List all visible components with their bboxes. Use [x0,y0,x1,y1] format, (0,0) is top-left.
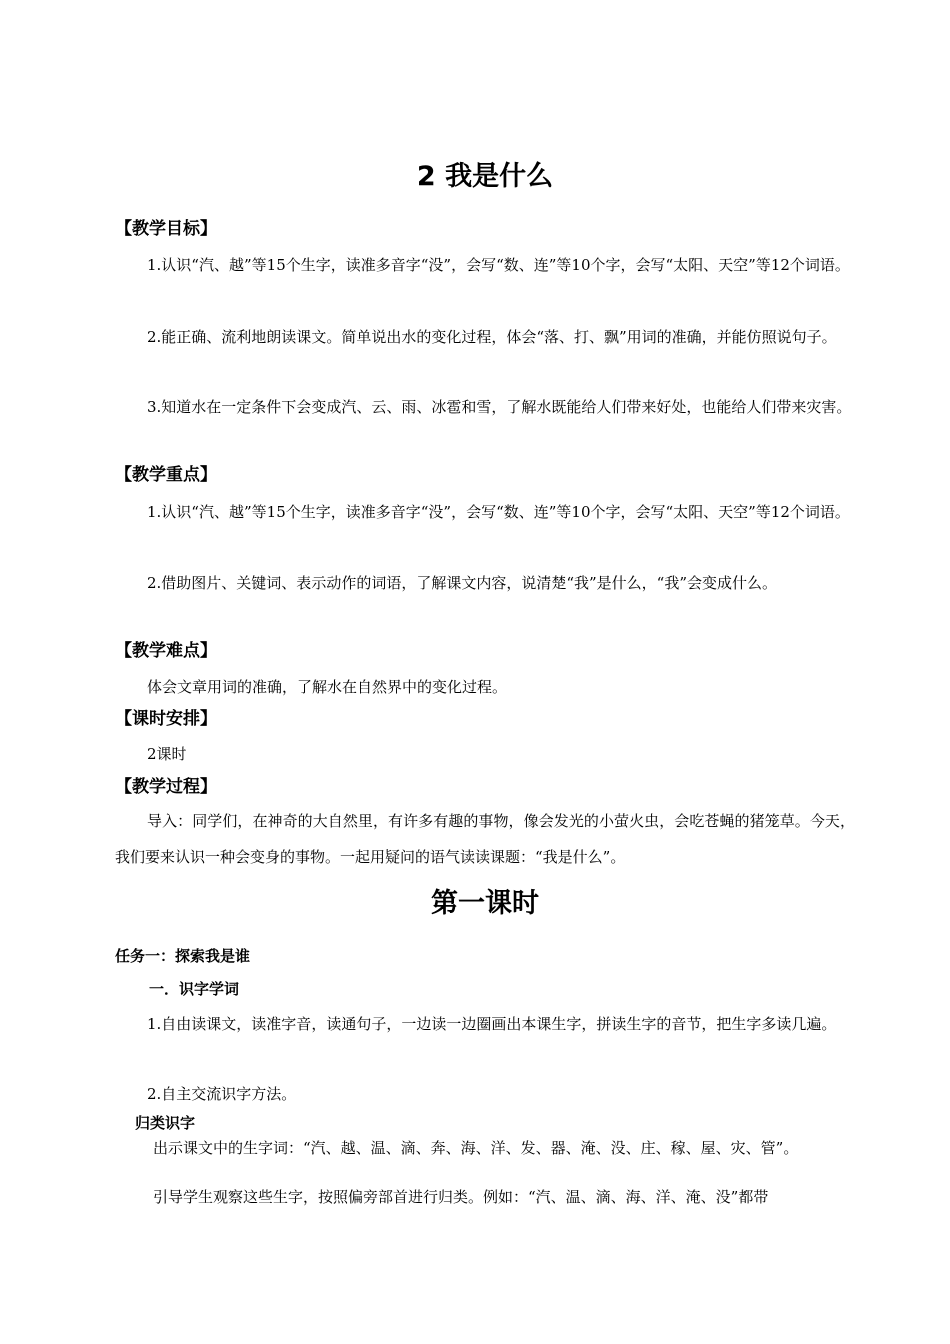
process-intro: 导入：同学们，在神奇的大自然里，有许多有趣的事物，像会发光的小萤火虫，会吃苍蝇的猪笼草。今天，我们要来认识一种会变身的事物。一起用疑问的语气读读课题：“我是什么”。 [115,812,855,866]
key-points-heading: 【教学重点】 [115,465,217,485]
category-para-2: 引导学生观察这些生字，按照偏旁部首进行归类。例如：“汽、温、滴、海、洋、淹、没”都带 [153,1188,769,1206]
schedule-heading: 【课时安排】 [115,709,217,729]
goal-item-3: 3.知道水在一定条件下会变成汽、云、雨、冰雹和雪，了解水既能给人们带来好处，也能给人们带来灾害。 [147,398,852,416]
goals-heading: 【教学目标】 [115,219,217,239]
step-2: 2.自主交流识字方法。 [147,1085,297,1103]
schedule-text: 2课时 [147,745,187,763]
task-heading: 任务一：探索我是谁 [115,947,251,965]
key-point-item-2: 2.借助图片、关键词、表示动作的词语，了解课文内容，说清楚“我”是什么，“我”会变成什么。 [147,574,777,592]
subtask-heading: 一．识字学词 [149,980,240,998]
goal-item-2: 2.能正确、流利地朗读课文。简单说出水的变化过程，体会“落、打、飘”用词的准确，并能仿照说句子。 [147,328,837,346]
category-para-1: 出示课文中的生字词：“汽、越、温、滴、奔、海、洋、发、器、淹、没、庄、稼、屋、灾、管”。 [153,1139,799,1157]
difficulties-text: 体会文章用词的准确，了解水在自然界中的变化过程。 [147,678,508,696]
category-heading: 归类识字 [135,1114,196,1132]
step-1: 1.自由读课文，读准字音，读通句子，一边读一边圈画出本课生字，拼读生字的音节，把生字多读几遍。 [147,1015,837,1033]
goal-item-1: 1.认识“汽、越”等15个生字，读准多音字“没”，会写“数、连”等10个字，会写“太阳、天空”等12个词语。 [147,256,850,274]
key-point-item-1: 1.认识“汽、越”等15个生字，读准多音字“没”，会写“数、连”等10个字，会写“太阳、天空”等12个词语。 [147,503,850,521]
difficulties-heading: 【教学难点】 [115,641,217,661]
process-heading: 【教学过程】 [115,777,217,797]
document-title: 2 我是什么 [416,161,554,192]
lesson-title: 第一课时 [431,888,539,919]
document-page [115,0,855,1344]
